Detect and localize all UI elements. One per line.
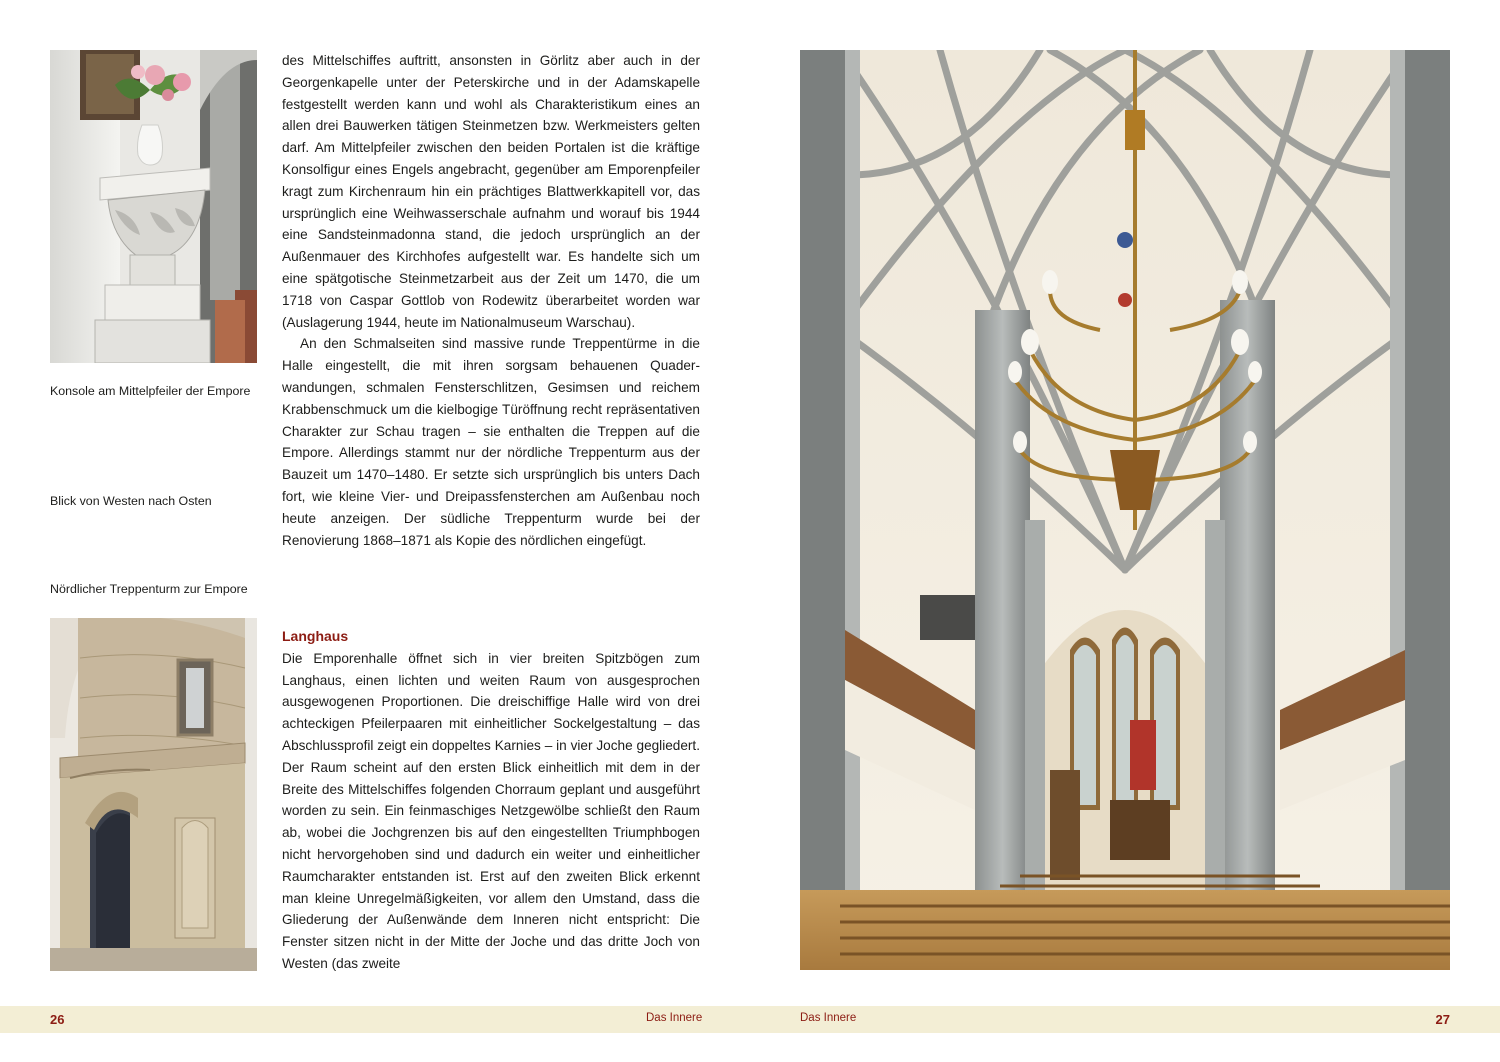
page-number-left: 26: [50, 1012, 65, 1027]
paragraph-1: des Mittelschiffes auftritt, ansonsten in Görlitz aber auch in der Georgenkapelle unter der Peterskirche und in der Adamskapelle festgestellt werden kann und wohl als Charakteristikum eines an allen drei Bauwerken tätigen Steinmetzen bzw. Werkmeisters gelten darf. Am Mittelpfeiler zwischen den beiden Portalen ist die kräftige Konsolfigur eines Engels angebracht, gegenüber am Emporenpfeiler kragt zum Kirchenraum hin ein prächtiges Blattwerkkapitell vor, das ursprünglich eine Weihwasserschale aufnahm und worauf bis 1944 eine Sandsteinmadonna stand, die jedoch ursprünglich an der Außenmauer des Kirchhofes aufgestellt war. Es handelte sich um eine spätgotische Steinmetzarbeit aus der Zeit um 1470, die um 1718 von Caspar Gottlob von Rodewitz überarbeitet worden war (Auslagerung 1944, heute im Nationalmuseum Warschau).: [282, 53, 700, 330]
paragraph-3: Die Emporenhalle öffnet sich in vier breiten Spitzbögen zum Langhaus, einen lichten und weiten Raum von ausgesprochen ausgewogenen Proportionen. Die dreischiffige Halle wird von drei achteckigen Pfeilerpaaren mit einheitlicher Sockelgestaltung – das Abschlussprofil zeigt ein doppeltes Karnies – in vier Joche gegliedert. Der Raum scheint auf den ersten Blick einheitlich mit dem in der Breite des Mittelschiffes folgenden Chorraum geplant und ausgeführt worden zu sein. Ein feinmaschiges Netzgewölbe schließt den Raum ab, wobei die Jochgrenzen bis auf den eingestellten Triumphbogen nicht hervorgehoben sind und dadurch ein weiter und einheitlicher Raumcharakter entstanden ist. Erst auf den zweiten Blick erkennt man kleine Unregelmäßigkeiten, vor allem den Umstand, dass die Gliederung der Außenwände dem Inneren nicht entspricht: Die Fenster sitzen nicht in der Mitte der Joche und das dritte Joch von Westen (das zweite: [282, 650, 700, 971]
body-text-langhaus: [282, 626, 700, 975]
caption-nave: Blick von Westen nach Osten: [50, 494, 212, 508]
running-head-left: Das Innere: [646, 1012, 703, 1024]
caption-console: Konsole am Mittelpfeiler der Empore: [50, 384, 251, 398]
page-number-right: 27: [1435, 1012, 1450, 1027]
section-heading-langhaus: Langhaus: [282, 628, 349, 644]
caption-stair: Nördlicher Treppenturm zur Empore: [50, 582, 248, 596]
running-head-right: Das Innere: [800, 1012, 857, 1024]
paragraph-2: An den Schmalseiten sind massive runde Treppentürme in die Halle eingestellt, die mit ihren sorgsam behauenen Quaderwandungen, schmalen Fensterschlitzen, Gesimsen und reichem Krabbenschmuck um die kielbogige Türöffnung recht repräsentativen Charakter zur Schau tragen – sie enthalten die Treppen auf die Empore. Allerdings stammt nur der nördliche Treppenturm aus der Bauzeit um 1470–1480. Er setzte sich ursprünglich bis unters Dach fort, wie kleine Vier- und Dreipassfensterchen am Außenbau noch heute anzeigen. Der südliche Treppenturm wurde bei der Renovierung 1868–1871 als Kopie des nördlichen eingefügt.: [282, 336, 700, 548]
photo-stair-tower: [50, 618, 257, 971]
footer-band: [0, 1006, 1500, 1033]
photo-nave-interior: [800, 50, 1450, 970]
photo-console-vase: [50, 50, 257, 363]
body-text-top: [282, 50, 700, 551]
